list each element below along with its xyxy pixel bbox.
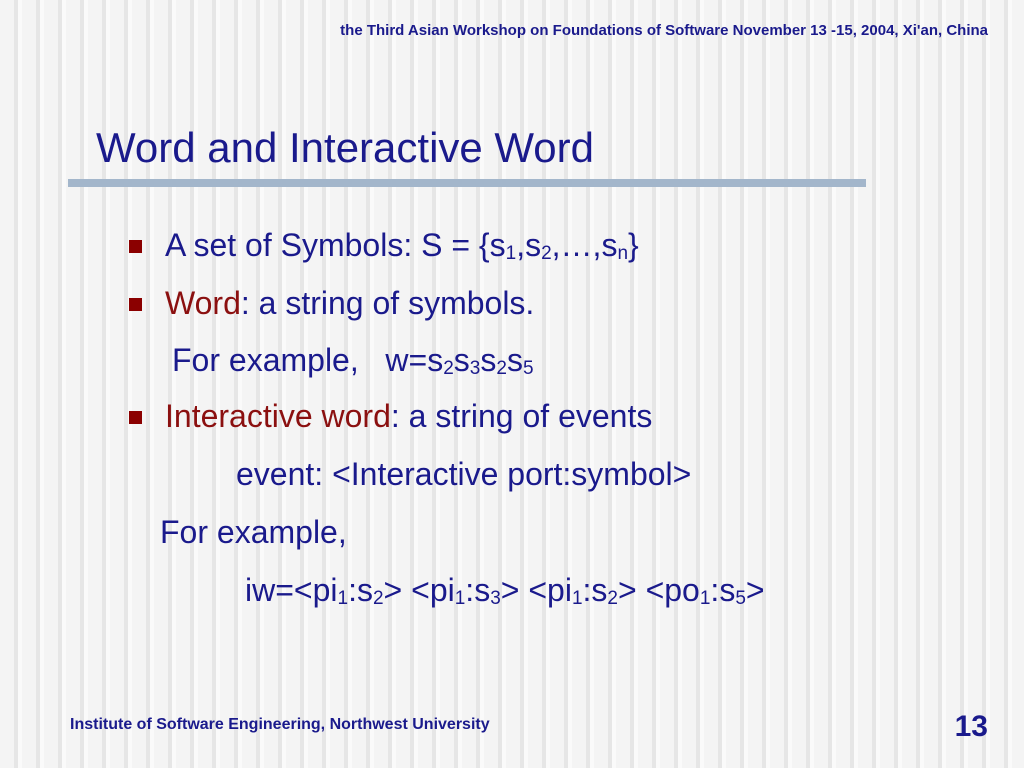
footer-institution: Institute of Software Engineering, Northwest University <box>70 716 490 733</box>
page-number: 13 <box>954 710 988 743</box>
bullet-symbols-set: A set of Symbols: $S = \{s_1,s_2,\dots,s_n\}$ <box>165 227 639 264</box>
title-underline <box>68 179 866 187</box>
bullet-marker <box>129 298 142 311</box>
bullet-word-definition: Word: a string of symbols. <box>165 285 535 321</box>
bullet-marker <box>129 240 142 253</box>
interactive-word-example: $iw=<pi_1:s_2>$ $<pi_1:s_3>$ $<pi_1:s_2>$ $<po_1:s_5>$ <box>245 572 765 609</box>
bullet-interactive-word-definition: Interactive word: a string of events <box>165 398 653 434</box>
slide-title: Word and Interactive Word <box>96 124 595 171</box>
conference-header: the Third Asian Workshop on Foundations of Software November 13 -15, 2004, Xi'an, China <box>340 22 988 39</box>
event-definition: event: <Interactive port:symbol> <box>236 456 692 492</box>
for-example-label: For example, <box>160 514 347 550</box>
word-example: For example, $w=s_2s_3s_2s_5$ <box>172 342 534 379</box>
bullet-marker <box>129 411 142 424</box>
